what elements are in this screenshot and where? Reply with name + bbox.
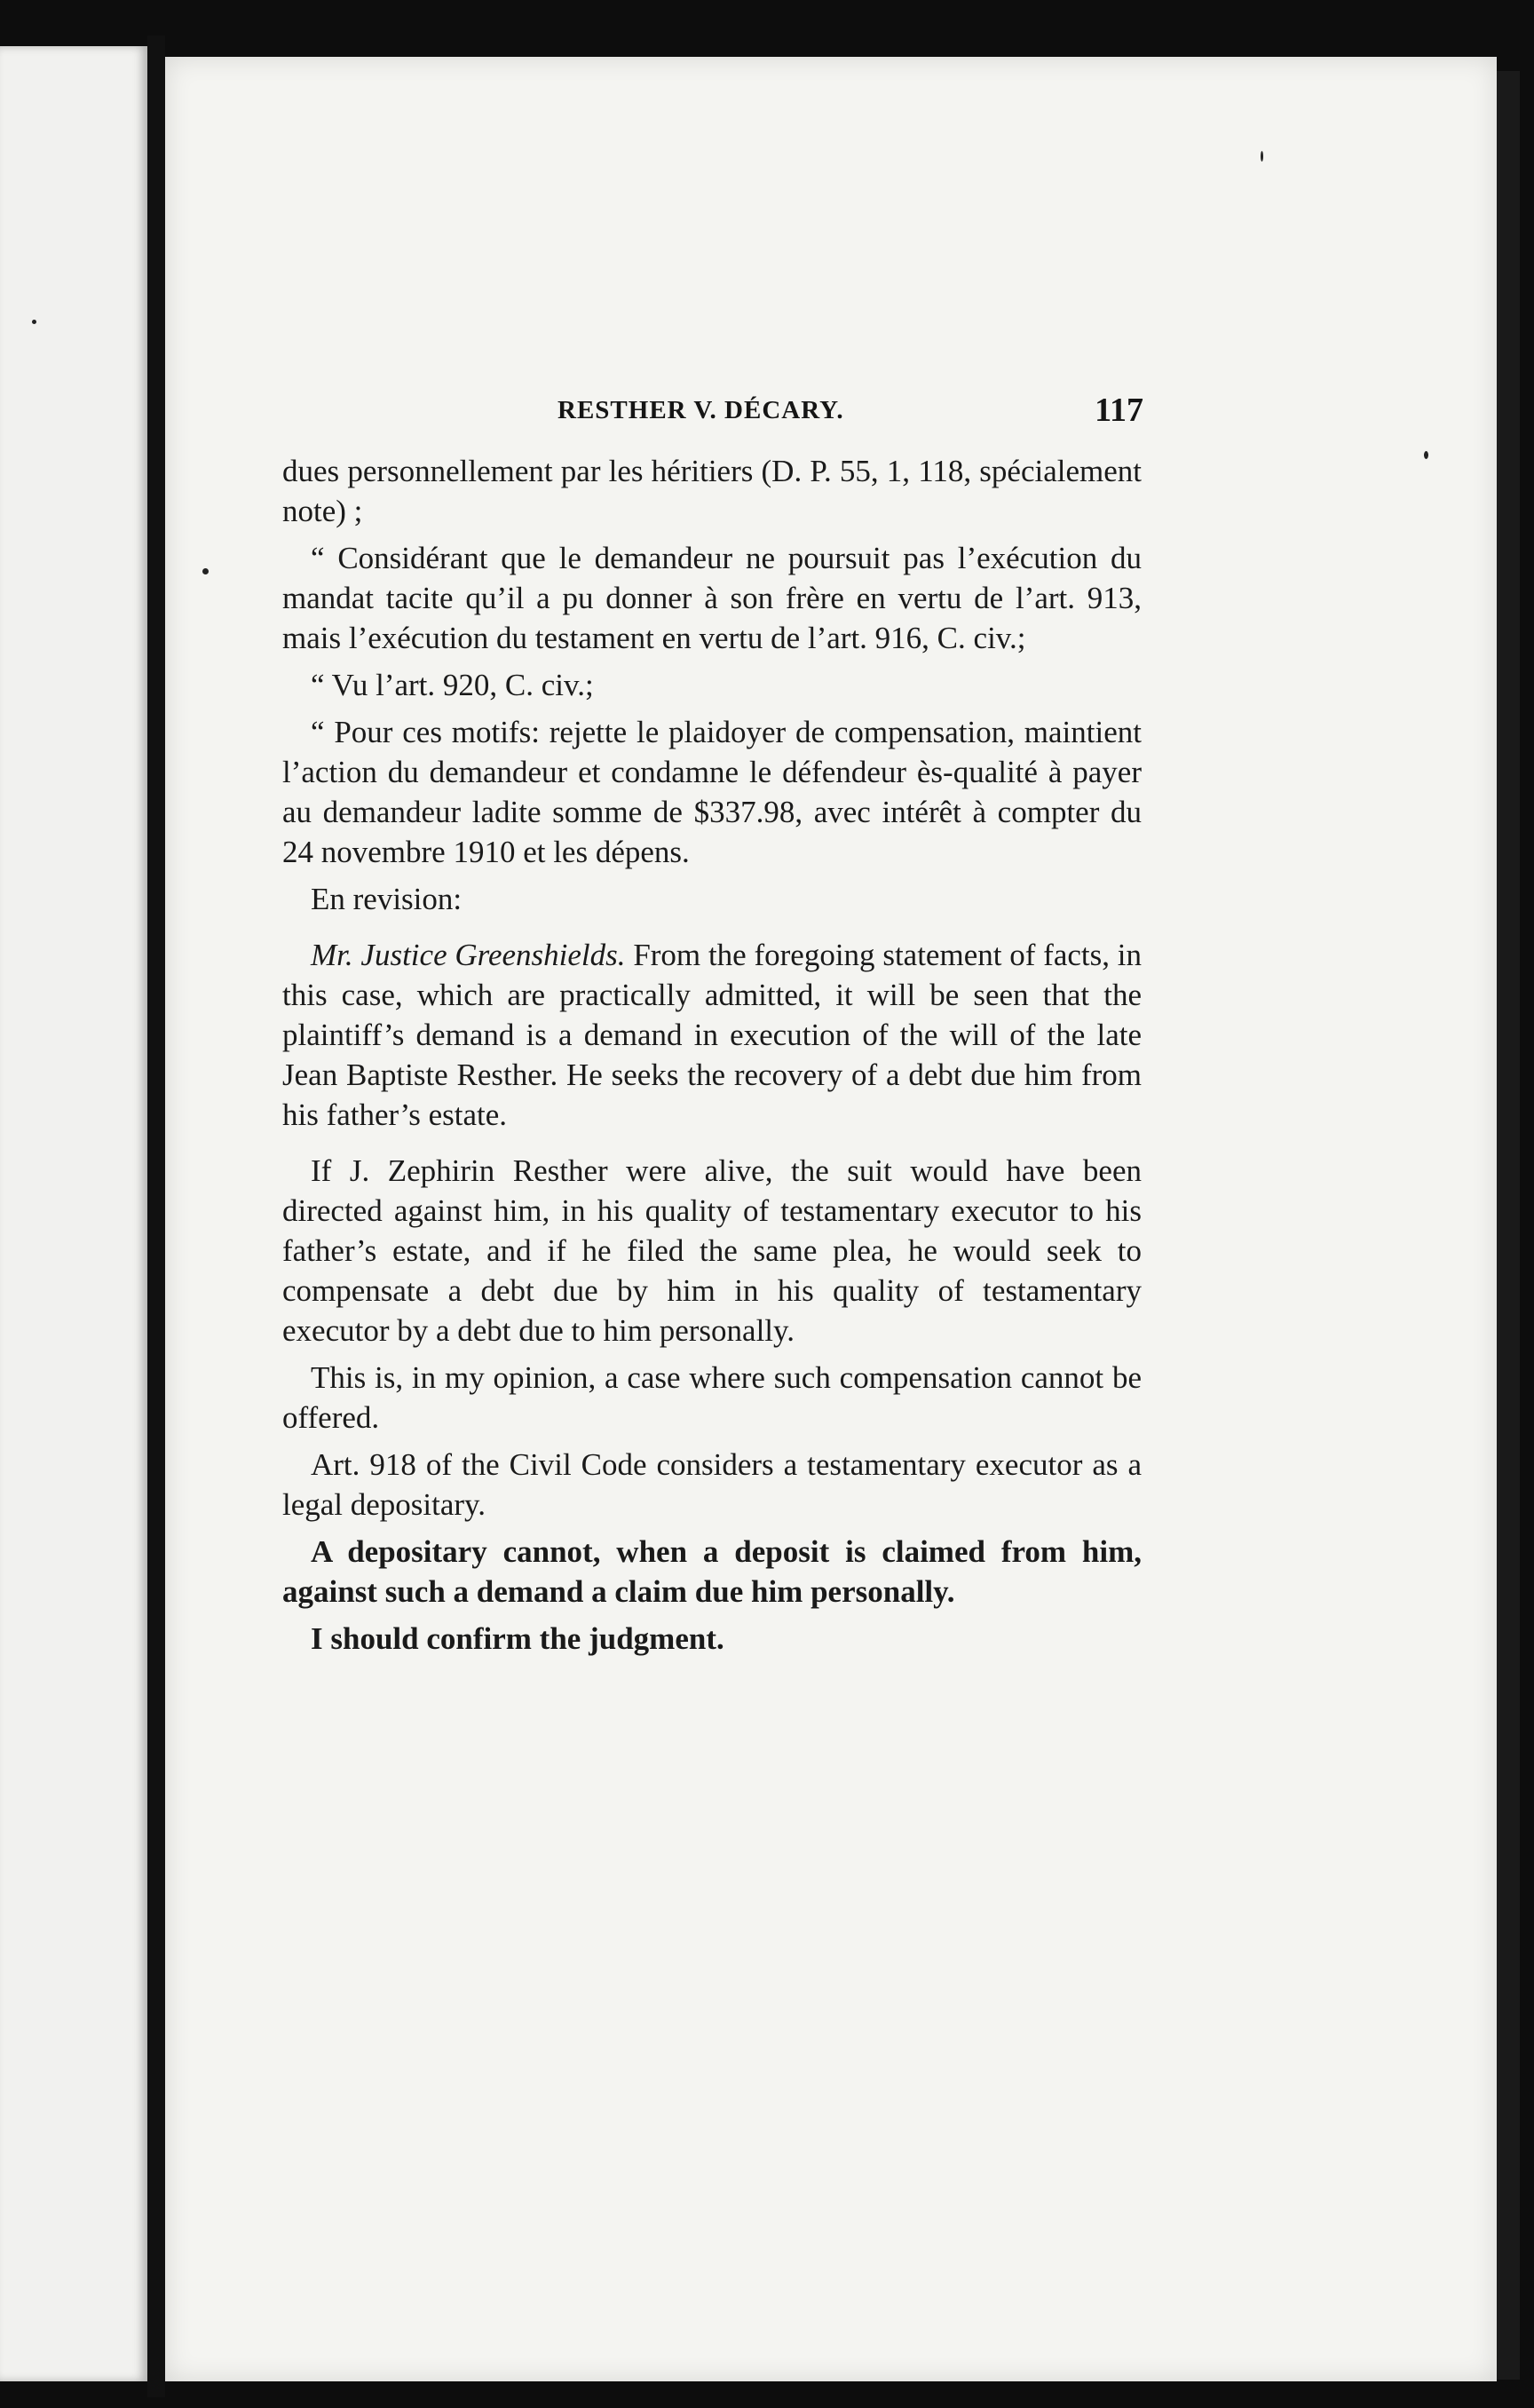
paragraph: “ Vu l’art. 920, C. civ.; <box>311 668 594 702</box>
paragraph: Art. 918 of the Civil Code considers a testamentary executor as a legal depositary. <box>282 1447 1142 1522</box>
page-right-edge <box>1497 71 1520 2380</box>
paragraph: “ Considérant que le demandeur ne poursuit pas l’exécution du mandat tacite qu’il a pu donner à son frère en vertu de l’art. 913, mais l’exécution du testament en vertu de l’art. 916, C. civ.; <box>282 541 1142 655</box>
paragraph: I should confirm the judgment. <box>311 1621 724 1656</box>
scan-speck <box>202 568 209 574</box>
judge-name: Mr. Justice Greenshields. <box>311 938 626 972</box>
paragraph: “ Pour ces motifs: rejette le plaidoyer de compensation, maintient l’action du demandeur et condamne le défendeur ès-qualité à payer au demandeur ladite somme de $337.98, avec intérêt à compter du 24 novembre 1910 et les dépens. <box>282 715 1142 869</box>
book-gutter <box>147 36 165 2397</box>
paragraph: A depositary cannot, when a deposit is claimed from him, against such a demand a claim due him personally. <box>282 1534 1142 1609</box>
body-text <box>282 451 1142 1666</box>
scan-speck <box>1261 151 1263 162</box>
paragraph: dues personnellement par les héritiers (D. P. 55, 1, 118, spécialement note) ; <box>282 454 1142 528</box>
running-title: RESTHER V. DÉCARY. <box>557 396 844 424</box>
paragraph: If J. Zephirin Resther were alive, the suit would have been directed against him, in his quality of testamentary executor to his father’s estate, and if he filed the same plea, he would seek to compensate a debt due by him in his quality of testamentary executor by a debt due to him personally. <box>282 1153 1142 1348</box>
page-number: 117 <box>1095 392 1143 429</box>
paragraph: En revision: <box>311 882 463 916</box>
previous-page-edge <box>0 46 147 2381</box>
running-header <box>557 391 1143 435</box>
scan-speck <box>32 320 36 324</box>
judge-paragraph <box>282 935 1142 1135</box>
judge-paragraph-text: From the foregoing statement of facts, in this case, which are practically admitted, it will be seen that the plaintiff’s demand is a demand in execution of the will of the late Jean Baptiste Resther. He seeks the recovery of a debt due him from his father’s estate. <box>282 938 1142 1132</box>
paragraph: This is, in my opinion, a case where such compensation cannot be offered. <box>282 1360 1142 1435</box>
scan-speck <box>1424 451 1428 459</box>
